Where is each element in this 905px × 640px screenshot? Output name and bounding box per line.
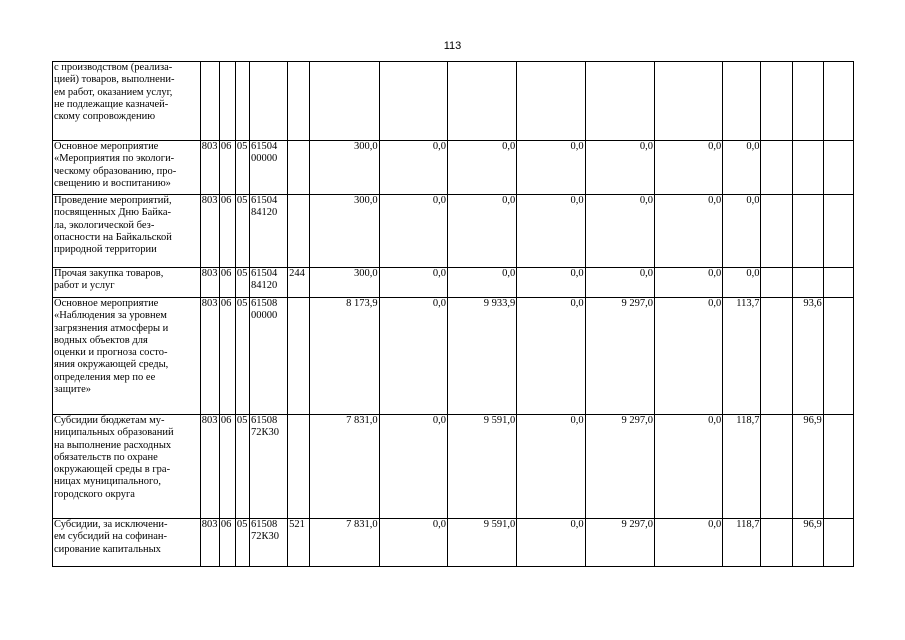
value-cell bbox=[585, 62, 654, 141]
value-cell: 0,0 bbox=[517, 519, 585, 567]
empty-cell bbox=[761, 141, 792, 195]
empty-cell bbox=[761, 298, 792, 415]
budget-table bbox=[52, 61, 854, 567]
value-cell: 0,0 bbox=[379, 519, 447, 567]
empty-cell bbox=[761, 415, 792, 519]
value-cell bbox=[792, 141, 823, 195]
row-name: Прочая закупка товаров, работ и услуг bbox=[53, 268, 201, 298]
value-cell: 113,7 bbox=[723, 298, 761, 415]
table-row bbox=[53, 268, 854, 298]
value-cell: 9 297,0 bbox=[585, 298, 654, 415]
empty-cell bbox=[761, 519, 792, 567]
value-cell bbox=[310, 62, 379, 141]
value-cell: 300,0 bbox=[310, 268, 379, 298]
value-cell bbox=[792, 62, 823, 141]
row-name: Проведение мероприятий, посвященных Дню Байка- ла, экологической без- опасности на Байкальской природной территории bbox=[53, 195, 201, 268]
value-cell: 9 591,0 bbox=[447, 519, 516, 567]
value-cell bbox=[723, 62, 761, 141]
value-cell: 7 831,0 bbox=[310, 415, 379, 519]
value-cell bbox=[447, 62, 516, 141]
value-cell: 0,0 bbox=[517, 268, 585, 298]
value-cell: 0,0 bbox=[723, 141, 761, 195]
value-cell: 0,0 bbox=[447, 141, 516, 195]
table-row bbox=[53, 62, 854, 141]
table-row bbox=[53, 298, 854, 415]
value-cell: 0,0 bbox=[723, 268, 761, 298]
value-cell: 9 297,0 bbox=[585, 415, 654, 519]
code-section bbox=[219, 62, 235, 141]
code-expense-type bbox=[288, 298, 310, 415]
row-name: Субсидии бюджетам му- ниципальных образований на выполнение расходных обязательств по охране окружающей среды в гра- ницах муниципального, городского округа bbox=[53, 415, 201, 519]
value-cell: 0,0 bbox=[654, 519, 722, 567]
code-target: 61508 00000 bbox=[249, 298, 287, 415]
code-expense-type bbox=[288, 195, 310, 268]
value-cell: 0,0 bbox=[379, 195, 447, 268]
value-cell bbox=[792, 268, 823, 298]
code-expense-type bbox=[288, 62, 310, 141]
code-subsection: 05 bbox=[235, 268, 249, 298]
code-admin: 803 bbox=[200, 195, 219, 268]
value-cell: 0,0 bbox=[585, 141, 654, 195]
code-expense-type: 244 bbox=[288, 268, 310, 298]
value-cell bbox=[823, 62, 853, 141]
value-cell: 0,0 bbox=[654, 415, 722, 519]
value-cell: 7 831,0 bbox=[310, 519, 379, 567]
value-cell bbox=[823, 519, 853, 567]
code-section: 06 bbox=[219, 195, 235, 268]
code-expense-type: 521 bbox=[288, 519, 310, 567]
value-cell: 0,0 bbox=[654, 195, 722, 268]
value-cell bbox=[823, 298, 853, 415]
value-cell: 118,7 bbox=[723, 519, 761, 567]
code-subsection: 05 bbox=[235, 298, 249, 415]
value-cell bbox=[517, 62, 585, 141]
table-row bbox=[53, 519, 854, 567]
table-row bbox=[53, 141, 854, 195]
value-cell bbox=[823, 141, 853, 195]
code-subsection: 05 bbox=[235, 519, 249, 567]
row-name: Основное мероприятие «Мероприятия по экологи- ческому образованию, про- свещению и воспитанию» bbox=[53, 141, 201, 195]
value-cell: 0,0 bbox=[447, 195, 516, 268]
table-row bbox=[53, 195, 854, 268]
code-target: 61504 84120 bbox=[249, 268, 287, 298]
page-number: 113 bbox=[443, 40, 462, 52]
code-expense-type bbox=[288, 415, 310, 519]
value-cell: 0,0 bbox=[654, 268, 722, 298]
value-cell: 118,7 bbox=[723, 415, 761, 519]
value-cell: 0,0 bbox=[517, 298, 585, 415]
table-row bbox=[53, 415, 854, 519]
value-cell: 0,0 bbox=[585, 268, 654, 298]
code-subsection: 05 bbox=[235, 415, 249, 519]
value-cell: 0,0 bbox=[517, 195, 585, 268]
code-subsection: 05 bbox=[235, 195, 249, 268]
row-name: с производством (реализа- цией) товаров, выполнени- ем работ, оказанием услуг, не подлежащие казначей- скому сопровождению bbox=[53, 62, 201, 141]
value-cell: 8 173,9 bbox=[310, 298, 379, 415]
code-subsection bbox=[235, 62, 249, 141]
value-cell: 0,0 bbox=[379, 268, 447, 298]
code-target: 61508 72К30 bbox=[249, 519, 287, 567]
value-cell: 0,0 bbox=[585, 195, 654, 268]
value-cell: 0,0 bbox=[447, 268, 516, 298]
code-admin bbox=[200, 62, 219, 141]
code-target: 61508 72К30 bbox=[249, 415, 287, 519]
code-admin: 803 bbox=[200, 298, 219, 415]
code-admin: 803 bbox=[200, 415, 219, 519]
code-section: 06 bbox=[219, 415, 235, 519]
value-cell bbox=[792, 195, 823, 268]
value-cell: 0,0 bbox=[379, 415, 447, 519]
value-cell: 300,0 bbox=[310, 195, 379, 268]
value-cell: 0,0 bbox=[654, 298, 722, 415]
value-cell: 0,0 bbox=[517, 141, 585, 195]
code-target bbox=[249, 62, 287, 141]
code-target: 61504 00000 bbox=[249, 141, 287, 195]
empty-cell bbox=[761, 62, 792, 141]
code-target: 61504 84120 bbox=[249, 195, 287, 268]
value-cell: 0,0 bbox=[723, 195, 761, 268]
code-section: 06 bbox=[219, 141, 235, 195]
row-name: Субсидии, за исключени- ем субсидий на софинан- сирование капитальных bbox=[53, 519, 201, 567]
code-section: 06 bbox=[219, 268, 235, 298]
value-cell bbox=[823, 415, 853, 519]
table-body bbox=[53, 62, 854, 567]
code-admin: 803 bbox=[200, 268, 219, 298]
code-admin: 803 bbox=[200, 141, 219, 195]
code-subsection: 05 bbox=[235, 141, 249, 195]
code-expense-type bbox=[288, 141, 310, 195]
code-section: 06 bbox=[219, 519, 235, 567]
value-cell: 9 591,0 bbox=[447, 415, 516, 519]
value-cell bbox=[654, 62, 722, 141]
value-cell: 0,0 bbox=[654, 141, 722, 195]
value-cell bbox=[379, 62, 447, 141]
value-cell: 96,9 bbox=[792, 519, 823, 567]
row-name: Основное мероприятие «Наблюдения за уровнем загрязнения атмосферы и водных объектов для оценки и прогноза состо- яния окружающей среды, определения мер по ее защите» bbox=[53, 298, 201, 415]
value-cell: 0,0 bbox=[517, 415, 585, 519]
value-cell: 93,6 bbox=[792, 298, 823, 415]
value-cell: 9 933,9 bbox=[447, 298, 516, 415]
value-cell: 0,0 bbox=[379, 141, 447, 195]
value-cell: 96,9 bbox=[792, 415, 823, 519]
value-cell: 300,0 bbox=[310, 141, 379, 195]
empty-cell bbox=[761, 195, 792, 268]
value-cell bbox=[823, 268, 853, 298]
code-admin: 803 bbox=[200, 519, 219, 567]
value-cell: 9 297,0 bbox=[585, 519, 654, 567]
value-cell bbox=[823, 195, 853, 268]
value-cell: 0,0 bbox=[379, 298, 447, 415]
empty-cell bbox=[761, 268, 792, 298]
code-section: 06 bbox=[219, 298, 235, 415]
